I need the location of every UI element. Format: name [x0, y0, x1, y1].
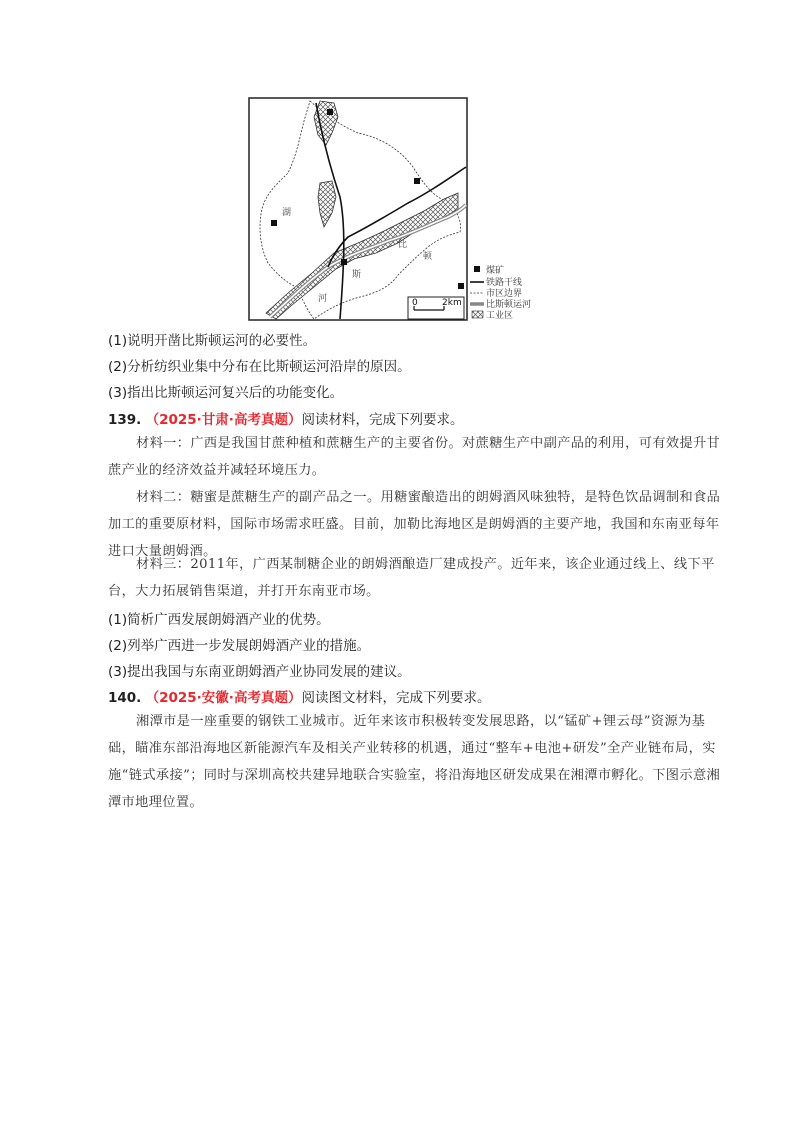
q140-tag: （2025·安徽·高考真题） — [145, 690, 302, 706]
q138-sub-3: (3)指出比斯顿运河复兴后的功能变化。 — [108, 385, 344, 401]
q140-number: 140. — [108, 690, 142, 706]
q139-tag: （2025·甘肃·高考真题） — [145, 412, 302, 428]
q139-instruction: 阅读材料，完成下列要求。 — [301, 412, 464, 428]
q138-sub-1: (1)说明开凿比斯顿运河的必要性。 — [108, 333, 317, 349]
q139-sub-3: (3)提出我国与东南亚朗姆酒产业协同发展的建议。 — [108, 664, 411, 680]
map-label-canal-c: 顿 — [423, 252, 433, 262]
map-label-canal-b: 斯 — [352, 270, 362, 280]
scale-text: 2km — [442, 298, 462, 308]
q139-material-2-text: 材料二：糖蜜是蔗糖生产的副产品之一。用糖蜜酿造出的朗姆酒风味独特，是特色饮品调制和食品加工的重要原材料，国际市场需求旺盛。目前，加勒比海地区是朗姆酒的主要产地，我国和东南亚每年进口大量朗姆酒。 — [108, 490, 721, 559]
legend-railway-label: 铁路干线 — [486, 278, 523, 288]
q139-header — [108, 410, 463, 430]
q139-material-1-text: 材料一：广西是我国甘蔗种植和蔗糖生产的主要省份。对蔗糖生产中副产品的利用，可有效提升甘蔗产业的经济效益并减轻环境压力。 — [108, 436, 721, 478]
map-svg — [248, 97, 560, 323]
q140-text — [108, 708, 728, 816]
coal-mine-3 — [271, 220, 277, 226]
coal-mine-4 — [341, 259, 347, 265]
legend-coal-icon — [474, 266, 480, 272]
q139-number: 139. — [108, 412, 142, 428]
q139-sub-1: (1)简析广西发展朗姆酒产业的优势。 — [108, 612, 330, 628]
legend-coal-label: 煤矿 — [486, 266, 505, 276]
q139-sub-2: (2)列举广西进一步发展朗姆酒产业的措施。 — [108, 638, 371, 654]
coal-mine-5 — [458, 283, 464, 289]
q140-header — [108, 688, 490, 708]
map-figure — [248, 97, 560, 323]
q139-material-1 — [108, 430, 728, 484]
scale-zero: 0 — [412, 298, 418, 308]
legend-canal-label: 比斯顿运河 — [486, 300, 532, 310]
q138-sub-2: (2)分析纺织业集中分布在比斯顿运河沿岸的原因。 — [108, 359, 411, 375]
legend-industrial-label: 工业区 — [486, 311, 514, 321]
q139-material-3 — [108, 551, 728, 605]
map-label-river: 河 — [318, 294, 328, 304]
map-label-lake: 湖 — [282, 208, 292, 218]
legend-boundary-label: 市区边界 — [486, 289, 523, 299]
map-label-canal-a: 比 — [398, 240, 408, 250]
coal-mine-2 — [414, 178, 420, 184]
map-legend — [470, 264, 531, 321]
legend-industrial-icon — [472, 311, 483, 318]
q140-text-body: 湘潭市是一座重要的钢铁工业城市。近年来该市积极转变发展思路，以“锰矿+锂云母”资源为基础，瞄准东部沿海地区新能源汽车及相关产业转移的机遇，通过“整车+电池+研发”全产业链布局，实施“链式承接”；同时与深圳高校共建异地联合实验室，将沿海地区研发成果在湘潭市孵化。下图示意湘潭市地理位置。 — [108, 714, 721, 810]
q140-instruction: 阅读图文材料，完成下列要求。 — [301, 690, 491, 706]
q139-material-3-text: 材料三：2011年，广西某制糖企业的朗姆酒酿造厂建成投产。近年来，该企业通过线上、线下平台，大力拓展销售渠道，并打开东南亚市场。 — [108, 557, 715, 599]
coal-mine-1 — [327, 109, 333, 115]
